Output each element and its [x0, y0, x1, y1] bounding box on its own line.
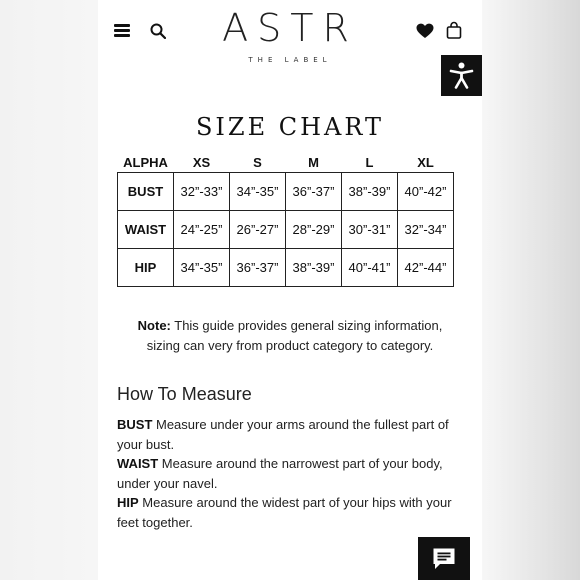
measure-text: Measure around the widest part of your hips with your feet together.	[117, 495, 452, 530]
list-item	[117, 454, 467, 493]
measure-label: HIP	[117, 495, 139, 511]
how-to-measure-heading: How To Measure	[117, 384, 252, 404]
table-cell: 30”-31”	[342, 211, 398, 249]
table-cell: 32”-33”	[174, 173, 230, 211]
table-cell: 24”-25”	[174, 211, 230, 249]
table-cell: 36”-37”	[230, 249, 286, 287]
table-cell: 28”-29”	[286, 211, 342, 249]
row-label: HIP	[118, 249, 174, 287]
row-label: BUST	[118, 173, 174, 211]
size-chart-title: SIZE CHART	[195, 113, 385, 141]
shopping-bag-icon[interactable]	[446, 21, 462, 39]
heart-icon[interactable]	[416, 23, 434, 39]
table-row-hip	[118, 249, 454, 287]
measure-text: Measure around the narrowest part of your body, under your navel.	[117, 456, 443, 491]
measure-text: Measure under your arms around the fullest part of your bust.	[117, 417, 449, 452]
note-label: Note:	[137, 318, 171, 333]
alpha-label: ALPHA	[123, 154, 168, 170]
measure-label: WAIST	[117, 456, 159, 472]
background-right	[482, 0, 580, 580]
size-header-row	[118, 152, 454, 173]
table-cell: 32”-34”	[398, 211, 454, 249]
how-to-measure-list	[117, 415, 467, 533]
size-chart-table	[117, 152, 454, 287]
size-label: L	[365, 154, 374, 170]
table-cell: 38”-39”	[286, 249, 342, 287]
table-cell: 26”-27”	[230, 211, 286, 249]
table-row-bust	[118, 173, 454, 211]
background-left	[0, 0, 98, 580]
size-label: XS	[192, 154, 211, 170]
size-label: S	[253, 154, 262, 170]
chat-icon[interactable]	[418, 537, 470, 580]
table-cell: 34”-35”	[174, 249, 230, 287]
logo-subtitle: THE LABEL	[248, 56, 332, 64]
row-label: WAIST	[118, 211, 174, 249]
list-item	[117, 493, 467, 532]
logo-wordmark: ASTR	[222, 6, 358, 50]
list-item	[117, 415, 467, 454]
accessibility-icon[interactable]	[441, 55, 482, 96]
size-label: M	[308, 154, 319, 170]
measure-label: BUST	[117, 417, 153, 432]
page	[98, 0, 482, 580]
table-cell: 40”-42”	[398, 173, 454, 211]
table-cell: 40”-41”	[342, 249, 398, 287]
note-text-line2: sizing can very from product category to category.	[146, 338, 434, 353]
table-cell: 38”-39”	[342, 173, 398, 211]
size-label: XL	[417, 154, 434, 170]
table-cell: 36”-37”	[286, 173, 342, 211]
note-text-line1: This guide provides general sizing information,	[170, 318, 443, 333]
sizing-note	[98, 316, 482, 356]
table-cell: 34”-35”	[230, 173, 286, 211]
table-cell: 42”-44”	[398, 249, 454, 287]
table-row-waist	[118, 211, 454, 249]
